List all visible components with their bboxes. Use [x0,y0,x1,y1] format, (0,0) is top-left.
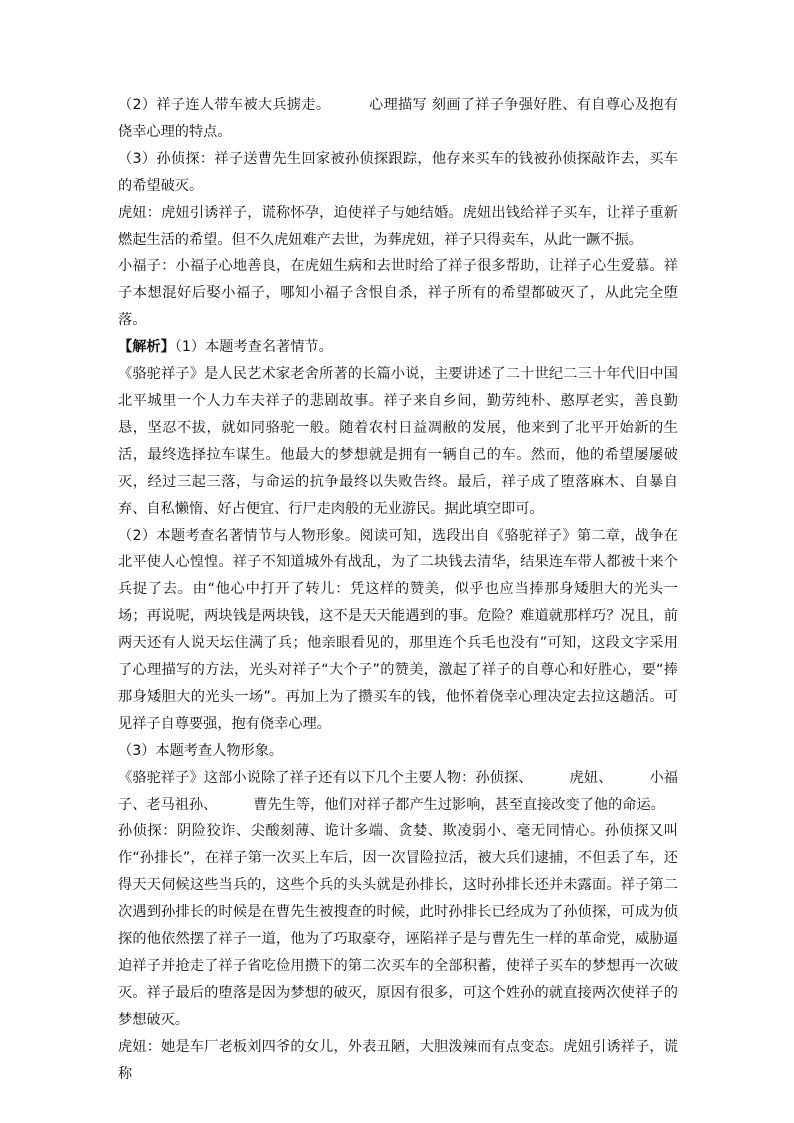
analysis-part-3-heading: （3）本题考查人物形象。 [118,742,284,759]
answer-huniu: 虎妞：虎妞引诱祥子，谎称怀孕，迫使祥子与她结婚。虎妞出钱给祥子买车，让祥子重新燃起生活的希望。但不久虎妞难产去世，为葬虎妞，祥子只得卖车，从此一蹶不振。 [118,204,678,248]
analysis-part-3-body: 《骆驼祥子》这部小说除了祥子还有以下几个主要人物：孙侦探、 虎妞、 小福子、老马祖孙、 曹先生等，他们对祥子都产生过影响，甚至直接改变了他的命运。 [118,769,678,813]
analysis-heading [118,334,678,361]
answer-part-2: （2）祥子连人带车被大兵掳走。 心理描写 刻画了祥子争强好胜、有自尊心及抱有侥幸心理的特点。 [118,97,678,140]
analysis-part-1-heading: （1）本题考查名著情节。 [174,339,333,356]
analysis-tag: 【解析】 [118,339,175,356]
analysis-sun-detective: 孙侦探：阴险狡诈、尖酸刻薄、诡计多端、贪婪、欺凌弱小、毫无同情心。孙侦探又叫作“孙排长”，在祥子第一次买上车后，因一次冒险拉活，被大兵们逮捕，不但丢了车，还得天天伺候这些当兵的，这些个兵的头头就是孙排长，这时孙排长还并未露面。祥子第二次遇到孙排长的时候是在曹先生被搜查的时候，此时孙排长已经成为了孙侦探，可成为侦探的他依然摆了祥子一道，他为了巧取豪夺，诬陷祥子是与曹先生一样的革命党，威胁逼迫祥子并抢走了祥子省吃俭用攒下的第二次买车的全部积蓄，使祥子买车的梦想再一次破灭。祥子最后的堕落是因为梦想的破灭，原因有很多，可这个姓孙的就直接两次使祥子的梦想破灭。 [118,823,678,1028]
analysis-huniu: 虎妞：她是车厂老板刘四爷的女儿，外表丑陋，大胆泼辣而有点变态。虎妞引诱祥子，谎称 [118,1038,678,1082]
analysis-part-1-body: 《骆驼祥子》是人民艺术家老舍所著的长篇小说，主要讲述了二十世纪二三十年代旧中国北平城里一个人力车夫祥子的悲剧故事。祥子来自乡间，勤劳纯朴、憨厚老实，善良勤恳，坚忍不拔，就如同骆驼一般。随着农村日益凋敝的发展，他来到了北平开始新的生活，最终选择拉车谋生。他最大的梦想就是拥有一辆自己的车。然而，他的希望屡屡破灭，经过三起三落，与命运的抗争最终以失败告终。最后，祥子成了堕落麻木、自暴自弃、自私懒惰、好占便宜、行尸走肉般的无业游民。据此填空即可。 [118,366,678,517]
answer-part-3: （3）孙侦探：祥子送曹先生回家被孙侦探跟踪，他存来买车的钱被孙侦探敲诈去，买车的希望破灭。 [118,150,678,194]
document-page [118,92,678,1088]
analysis-part-2-body: （2）本题考查名著情节与人物形象。阅读可知，选段出自《骆驼祥子》第二章，战争在北平使人心惶惶。祥子不知道城外有战乱，为了二块钱去清华，结果连车带人都被十来个兵捉了去。由“他心中打开了转儿：凭这样的赞美，似乎也应当捧那身矮胆大的光头一场；再说呢，两块钱是两块钱，这不是天天能遇到的事。危险？难道就那样巧？况且，前两天还有人说天坛住满了兵；他亲眼看见的，那里连个兵毛也没有”可知，这段文字采用了心理描写的方法，光头对祥子“大个子”的赞美，激起了祥子的自尊心和好胜心，要“捧那身矮胆大的光头一场”。再加上为了攒买车的钱，他怀着侥幸心理决定去拉这趟活。可见祥子自尊要强，抱有侥幸心理。 [118,527,678,732]
answer-xiaofuzi: 小福子：小福子心地善良，在虎妞生病和去世时给了祥子很多帮助，让祥子心生爱慕。祥子本想混好后娶小福子，哪知小福子含恨自杀，祥子所有的希望都破灭了，从此完全堕落。 [118,258,678,329]
